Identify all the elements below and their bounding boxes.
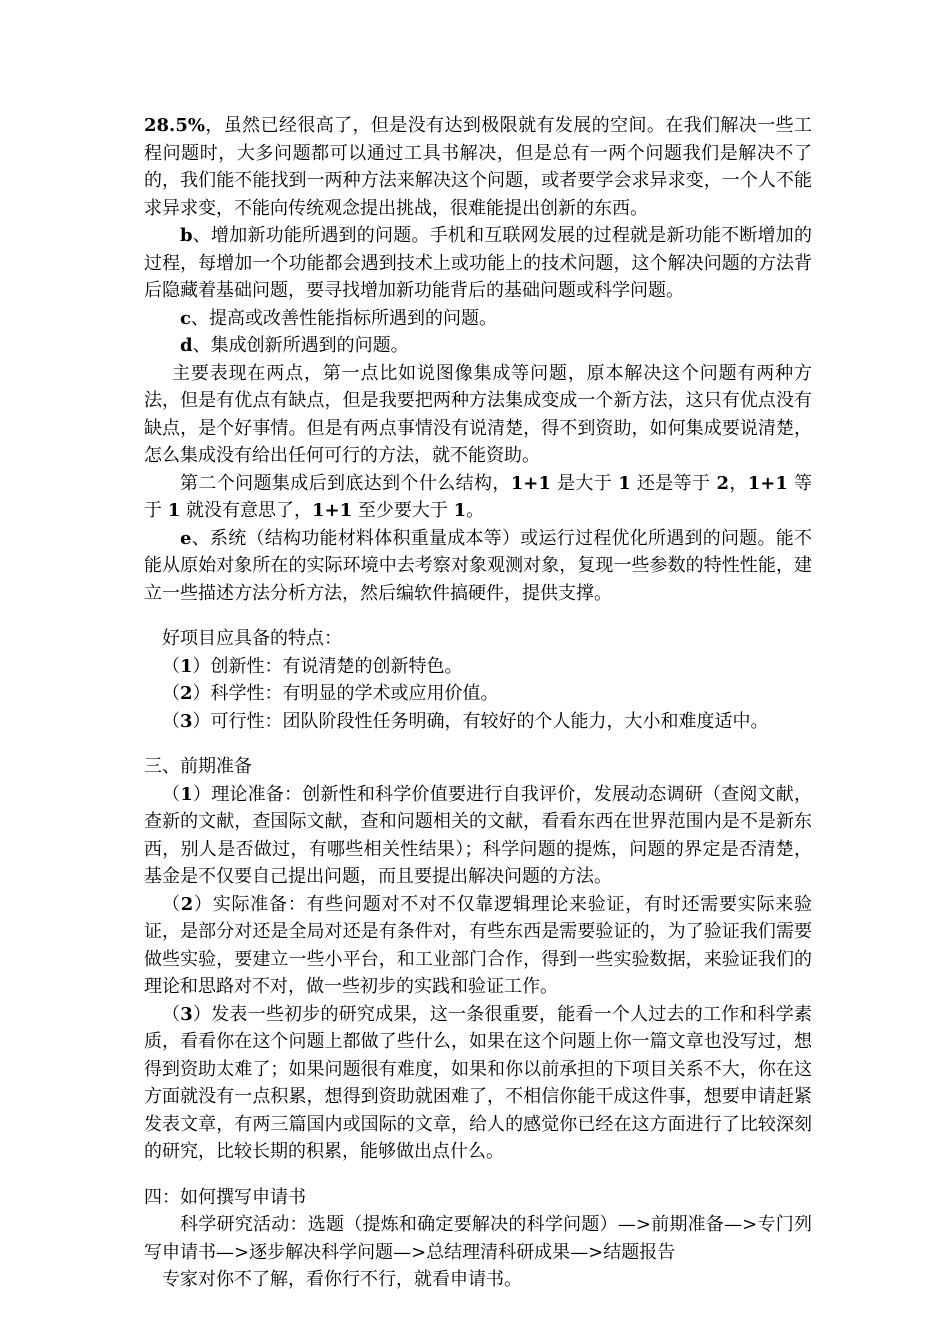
paragraph-innovation-margin bbox=[144, 112, 812, 222]
list-marker-c: c bbox=[180, 307, 191, 329]
spacer bbox=[144, 1166, 812, 1184]
paragraph-e-system bbox=[144, 525, 812, 608]
text-run: 第二个问题集成后到底达到个什么结构， bbox=[180, 472, 511, 494]
paragraph-c-performance bbox=[144, 305, 812, 333]
text-run: 还是等于 bbox=[630, 472, 717, 494]
percentage-value: 28.5% bbox=[144, 115, 205, 136]
bold-run: 1+1 bbox=[747, 472, 788, 494]
feature-item: （1）创新性：有说清楚的创新特色。 bbox=[162, 655, 463, 677]
spacer bbox=[144, 607, 812, 625]
paragraph-d-integration bbox=[144, 332, 812, 360]
text-run: 就没有意思了， bbox=[180, 500, 312, 521]
paragraph-text: ，虽然已经很高了，但是没有达到极限就有发展的空间。在我们解决一些工程问题时，大多问题都可以通过工具书解决，但是总有一两个问题我们是解决不了的，我们能不能找到一两种方法来解决这个问题，或者要学会求异求变，一个人不能求异求变，不能向传统观念提出挑战，很难能提出创新的东西。 bbox=[144, 115, 812, 219]
spacer bbox=[144, 735, 812, 753]
bold-run: 1+1 bbox=[510, 472, 551, 494]
item-text: 可行性：团队阶段性任务明确，有较好的个人能力，大小和难度适中。 bbox=[210, 710, 769, 732]
item-number: 2 bbox=[180, 683, 193, 704]
item-text: 实际准备：有些问题对不对不仅靠逻辑理论来验证，有时还需要实际来验证，是部分对还是全局对还是有条件对，有些东西是需要验证的，为了验证我们需要做些实验，要建立一些小平台，和工业部门合作，得到一些实验数据，来验证我们的理论和思路对不对，做一些初步的实践和验证工作。 bbox=[144, 893, 812, 997]
bold-run: 1 bbox=[167, 500, 181, 521]
preparation-item: （2）实际准备：有些问题对不对不仅靠逻辑理论来验证，有时还需要实际来验证，是部分对还是全局对还是有条件对，有些东西是需要验证的，为了验证我们需要做些实验，要建立一些小平台，和工业部门合作，得到一些实验数据，来验证我们的理论和思路对不对，做一些初步的实践和验证工作。 bbox=[144, 893, 812, 997]
bold-run: 2 bbox=[716, 472, 729, 494]
item-text: 发表一些初步的研究成果，这一条很重要，能看一个人过去的工作和科学素质，看看你在这个问题上都做了些什么，如果在这个问题上你一篇文章也没写过，想得到资助太难了；如果问题很有难度，如果和你以前承担的下项目关系不大，你在这方面就没有一点积累，想得到资助就困难了，不相信你能干成这件事，想要申请赶紧发表文章，有两三篇国内或国际的文章，给人的感觉你已经在这方面进行了比较深刻的研究，比较长期的积累，能够做出点什么。 bbox=[144, 1003, 813, 1162]
paragraph-second-problem bbox=[144, 470, 812, 525]
text-run: ， bbox=[729, 472, 748, 494]
text-run: 。 bbox=[466, 500, 485, 521]
item-number: 2 bbox=[180, 893, 194, 915]
research-flow: 科学研究活动：选题（提炼和确定要解决的科学问题）—>前期准备—>专门列写申请书—>逐步解决科学问题—>总结理清科研成果—>结题报告 bbox=[144, 1214, 812, 1263]
feature-item: （3）可行性：团队阶段性任务明确，有较好的个人能力，大小和难度适中。 bbox=[162, 710, 769, 732]
bold-run: 1 bbox=[618, 472, 631, 494]
preparation-item: （3）发表一些初步的研究成果，这一条很重要，能看一个人过去的工作和科学素质，看看你在这个问题上都做了些什么，如果在这个问题上你一篇文章也没写过，想得到资助太难了；如果问题很有难度，如果和你以前承担的下项目关系不大，你在这方面就没有一点积累，想得到资助就困难了，不相信你能干成这件事，想要申请赶紧发表文章，有两三篇国内或国际的文章，给人的感觉你已经在这方面进行了比较深刻的研究，比较长期的积累，能够做出点什么。 bbox=[144, 1003, 813, 1162]
item-number: 1 bbox=[180, 783, 193, 805]
paragraph-text: 、集成创新所遇到的问题。 bbox=[192, 335, 409, 356]
paragraph-text: 、系统（结构功能材料体积重量成本等）或运行过程优化所遇到的问题。能不能从原始对象所在的实际环境中去考察对象观测对象，复现一些参数的特性性能，建立一些描述方法分析方法，然后编软件搞硬件，提供支撑。 bbox=[144, 527, 812, 604]
item-number: 3 bbox=[180, 1003, 193, 1025]
section-heading-preparation: 三、前期准备 bbox=[144, 756, 252, 777]
text-run: 等于 bbox=[144, 472, 813, 521]
document-body bbox=[144, 112, 812, 1294]
paragraph-b-new-function bbox=[144, 222, 812, 305]
item-text: 理论准备：创新性和科学价值要进行自我评价，发展动态调研（查阅文献，查新的文献，查国际文献，查和问题相关的文献，看看东西在世界范围内是不是新东西，别人是否做过，有哪些相关性结果）；科学问题的提炼，问题的界定是否清楚，基金是不仅要自己提出问题，而且要提出解决问题的方法。 bbox=[144, 783, 813, 887]
item-number: 3 bbox=[180, 710, 193, 732]
item-text: 科学性：有明显的学术或应用价值。 bbox=[210, 683, 499, 704]
item-number: 1 bbox=[180, 655, 193, 677]
bold-run: 1+1 bbox=[312, 500, 353, 521]
item-text: 创新性：有说清楚的创新特色。 bbox=[210, 655, 463, 677]
paragraph-text: 、提高或改善性能指标所遇到的问题。 bbox=[190, 307, 497, 329]
paragraph-main-points: 主要表现在两点，第一点比如说图像集成等问题，原本解决这个问题有两种方法，但是有优点有缺点，但是我要把两种方法集成变成一个新方法，这只有优点没有缺点，是个好事情。但是有两点事情没有说清楚，得不到资助，如何集成要说清楚，怎么集成没有给出任何可行的方法，就不能资助。 bbox=[144, 362, 812, 466]
feature-item: （2）科学性：有明显的学术或应用价值。 bbox=[162, 683, 499, 704]
preparation-item: （1）理论准备：创新性和科学价值要进行自我评价，发展动态调研（查阅文献，查新的文献，查国际文献，查和问题相关的文献，看看东西在世界范围内是不是新东西，别人是否做过，有哪些相关性结果）；科学问题的提炼，问题的界定是否清楚，基金是不仅要自己提出问题，而且要提出解决问题的方法。 bbox=[144, 783, 813, 887]
features-title: 好项目应具备的特点： bbox=[162, 628, 342, 649]
paragraph-text: 、增加新功能所遇到的问题。手机和互联网发展的过程就是新功能不断增加的过程，每增加一个功能都会遇到技术上或功能上的技术问题，这个解决问题的方法背后隐藏着基础问题，要寻找增加新功能背后的基础问题或科学问题。 bbox=[144, 225, 812, 301]
section-heading-application: 四：如何撰写申请书 bbox=[144, 1186, 306, 1208]
text-run: 是大于 bbox=[550, 472, 619, 494]
list-marker-e: e bbox=[180, 527, 192, 549]
list-marker-b: b bbox=[180, 225, 193, 246]
list-marker-d: d bbox=[180, 335, 193, 356]
bold-run: 1 bbox=[453, 500, 467, 521]
expert-note: 专家对你不了解，看你行不行，就看申请书。 bbox=[162, 1269, 522, 1290]
text-run: 至少要大于 bbox=[352, 500, 454, 521]
